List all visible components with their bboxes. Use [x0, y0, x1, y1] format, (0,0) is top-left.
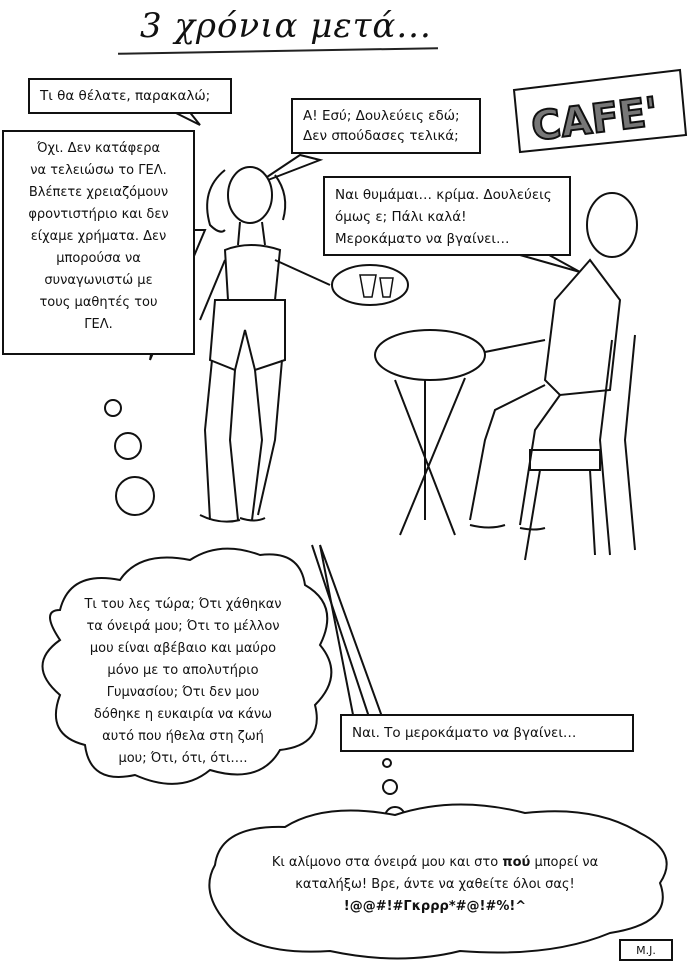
final-thought-text [225, 852, 645, 918]
speech-bubble-waitress-question [28, 78, 232, 114]
thought-line: δόθηκε η ευκαιρία να κάνω [93, 707, 273, 722]
speech-bubble-customer-surprise [291, 98, 481, 154]
waitress-question-text: Τι θα θέλατε, παρακαλώ; [40, 88, 211, 104]
waitress-reply-line: είχαμε χρήματα. Δεν [30, 229, 167, 244]
thought-dot-1 [105, 400, 121, 416]
final-thought-line-3: !@@#!#Γκρρρ*#@!#%!^ [343, 899, 527, 914]
waitress-reply-line: φροντιστήριο και δεν [28, 207, 169, 222]
waitress-reply-line: να τελειώσω το ΓΕΛ. [30, 163, 167, 178]
cafe-table [375, 330, 485, 535]
thought-line: Γυμνασίου; Ότι δεν μου [106, 685, 260, 700]
thought-line: αυτό που ήθελα στη ζωή [102, 729, 264, 744]
artist-signature: M.J. [619, 939, 673, 961]
cafe-sign-text: CAFE' [528, 89, 661, 151]
customer-reply-line: όμως ε; Πάλι καλά! [335, 209, 467, 225]
thought-dot-3 [116, 477, 154, 515]
waitress-reply-line: τους μαθητές του [39, 295, 158, 310]
cafe-sign [510, 60, 690, 160]
thought-dot-5 [383, 780, 397, 794]
thought-line: Τι του λες τώρα; Ότι χάθηκαν [84, 597, 282, 612]
thought-line: μόνο με το απολυτήριο [107, 663, 259, 678]
thought-dot-4 [383, 759, 391, 767]
thought-cloud-text [58, 594, 308, 770]
waitress-reply-line: συναγωνιστώ με [44, 273, 153, 288]
customer-surprise-line-1: Α! Εσύ; Δουλεύεις εδώ; [303, 108, 460, 124]
customer-surprise-line-2: Δεν σπούδασες τελικά; [303, 128, 459, 144]
waitress-reply-line: μπορούσα να [56, 251, 141, 266]
customer-reply-line: Ναι θυμάμαι… κρίμα. Δουλεύεις [335, 187, 552, 203]
waitress-answer-text: Ναι. Το μεροκάματο να βγαίνει… [352, 725, 577, 741]
final-thought-line-2: καταλήξω! Βρε, άντε να χαθείτε όλοι σας! [295, 877, 575, 892]
speech-bubble-waitress-reply [2, 130, 195, 355]
speech-bubble-waitress-answer [340, 714, 634, 752]
speech-tail-5 [320, 545, 385, 725]
comic-title: 3 χρόνια μετά... [140, 6, 432, 46]
final-thought-line-1: Κι αλίμονο στα όνειρά μου και στο πού μπορεί να [271, 855, 599, 870]
thought-dot-2 [115, 433, 141, 459]
waitress-reply-line: Όχι. Δεν κατάφερα [36, 141, 161, 156]
speech-bubble-customer-reply [323, 176, 571, 256]
thought-line: τα όνειρά μου; Ότι το μέλλον [86, 619, 280, 634]
customer-reply-line: Μεροκάματο να βγαίνει… [335, 231, 510, 247]
waitress-reply-line: Βλέπετε χρειαζόμουν [28, 185, 169, 200]
waitress-figure [200, 167, 330, 522]
thought-line: μου; Ότι, ότι, ότι…. [118, 751, 248, 766]
thought-line: μου είναι αβέβαιο και μαύρο [89, 641, 277, 656]
waitress-reply-line: ΓΕΛ. [84, 317, 113, 332]
